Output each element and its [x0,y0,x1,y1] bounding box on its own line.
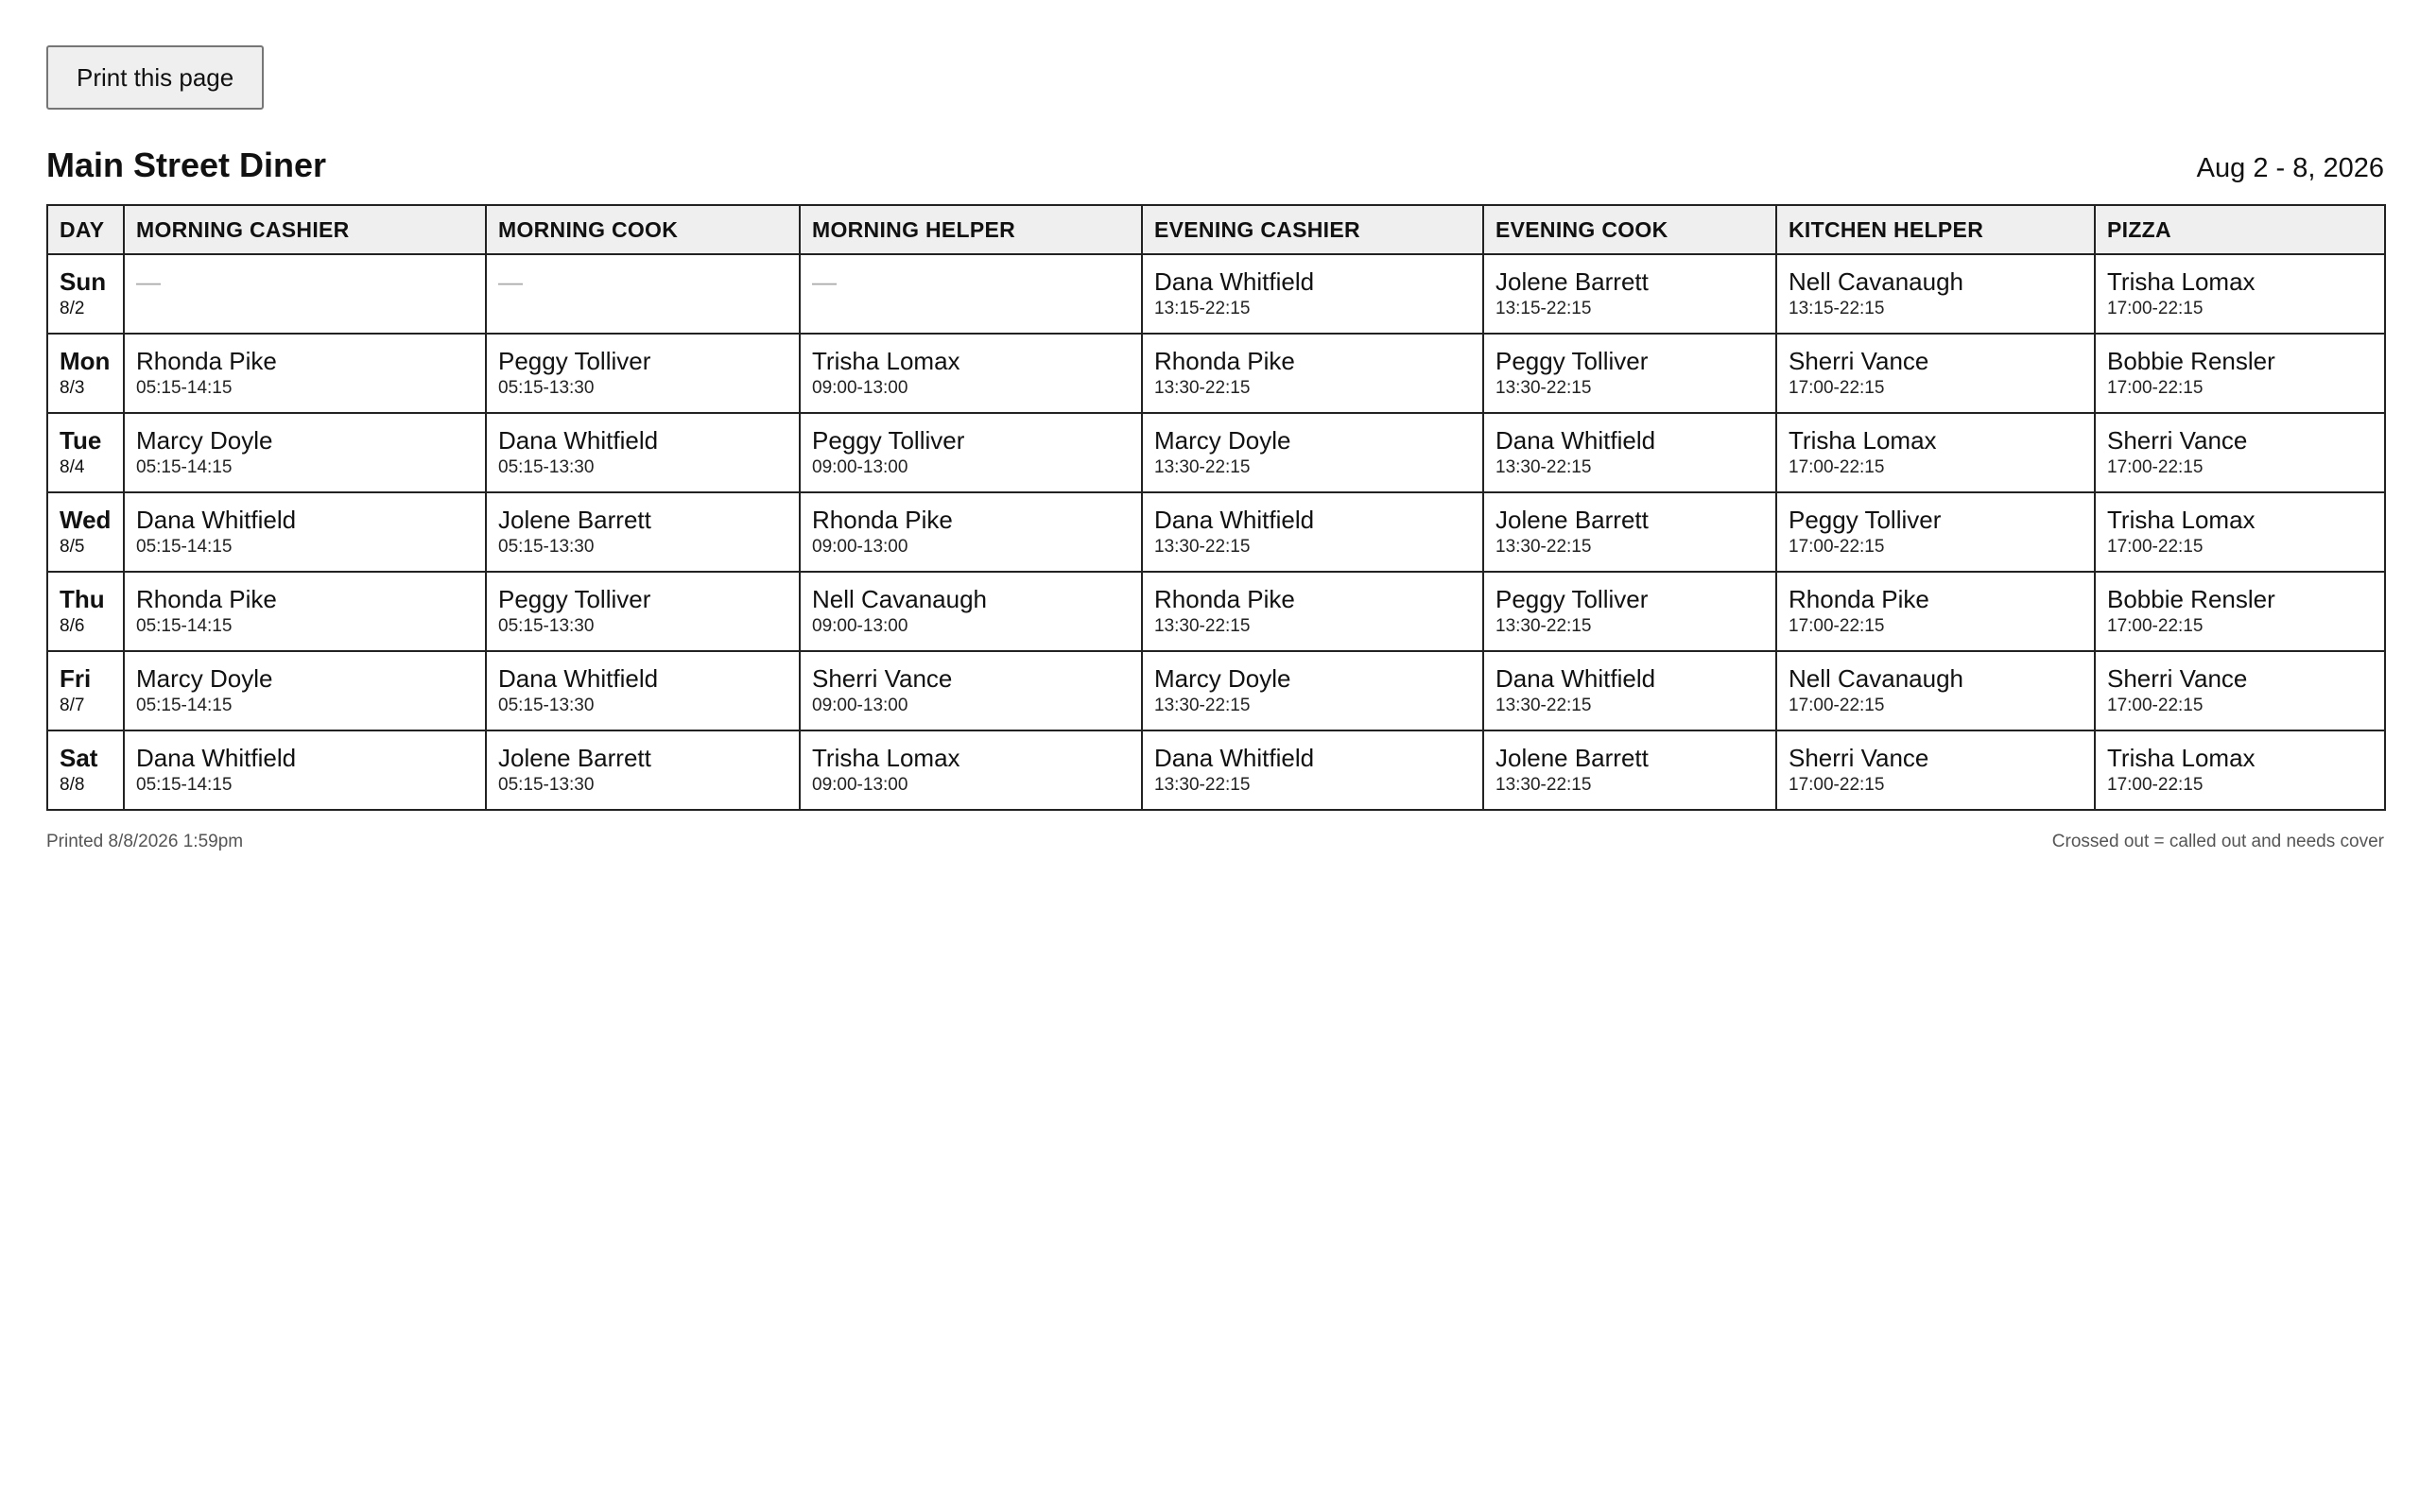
schedule-table [46,204,2386,811]
day-name: Sun [60,267,107,296]
shift-time: 13:30-22:15 [1154,775,1251,795]
employee-name: Peggy Tolliver [1495,347,1649,375]
shift-cell [124,254,486,334]
shift-cell [486,572,800,651]
shift-time: 09:00-13:00 [812,775,908,795]
empty-shift: — [812,267,837,296]
shift-time: 17:00-22:15 [1789,775,1885,795]
shift-time: 05:15-14:15 [136,696,233,715]
day-date: 8/5 [60,537,85,557]
employee-name: Trisha Lomax [812,744,960,772]
shift-time: 05:15-14:15 [136,457,233,477]
shift-time: 17:00-22:15 [1789,378,1885,398]
shift-cell [2095,572,2385,651]
employee-name: Jolene Barrett [1495,744,1649,772]
shift-time: 05:15-13:30 [498,775,595,795]
schedule-header [46,146,2384,189]
print-button[interactable]: Print this page [46,45,264,110]
column-header: KITCHEN HELPER [1776,205,2095,254]
employee-name: Trisha Lomax [2107,506,2256,534]
shift-cell [1776,254,2095,334]
employee-name: Marcy Doyle [1154,426,1291,455]
shift-time: 13:30-22:15 [1495,537,1592,557]
shift-time: 13:15-22:15 [1495,299,1592,318]
employee-name: Trisha Lomax [2107,744,2256,772]
shift-cell [1483,730,1776,810]
day-cell [47,651,124,730]
shift-cell [486,651,800,730]
shift-time: 13:30-22:15 [1154,457,1251,477]
employee-name: Rhonda Pike [812,506,953,534]
shift-cell [1142,730,1483,810]
employee-name: Sherri Vance [2107,426,2248,455]
shift-time: 13:15-22:15 [1154,299,1251,318]
shift-cell [1483,651,1776,730]
day-cell [47,730,124,810]
employee-name: Trisha Lomax [2107,267,2256,296]
shift-time: 17:00-22:15 [2107,775,2204,795]
shift-time: 09:00-13:00 [812,696,908,715]
table-row [47,413,2385,492]
shift-time: 05:15-13:30 [498,616,595,636]
shift-time: 13:30-22:15 [1495,616,1592,636]
shift-cell [124,730,486,810]
shift-cell [1776,492,2095,572]
table-row [47,651,2385,730]
shift-time: 09:00-13:00 [812,378,908,398]
empty-shift: — [136,267,161,296]
day-date: 8/4 [60,457,85,477]
day-cell [47,413,124,492]
shift-cell [800,651,1142,730]
shift-cell [1776,730,2095,810]
employee-name: Marcy Doyle [136,426,273,455]
shift-time: 09:00-13:00 [812,457,908,477]
shift-cell [1776,572,2095,651]
day-name: Sat [60,744,98,772]
table-header-row [47,205,2385,254]
shift-cell [1776,334,2095,413]
shift-cell [1142,413,1483,492]
column-header: EVENING CASHIER [1142,205,1483,254]
column-header: MORNING HELPER [800,205,1142,254]
employee-name: Dana Whitfield [1495,426,1656,455]
shift-time: 17:00-22:15 [2107,378,2204,398]
employee-name: Marcy Doyle [1154,664,1291,693]
shift-cell [486,730,800,810]
shift-cell [1483,492,1776,572]
shift-time: 17:00-22:15 [1789,696,1885,715]
employee-name: Trisha Lomax [812,347,960,375]
shift-time: 13:30-22:15 [1495,775,1592,795]
shift-time: 17:00-22:15 [2107,457,2204,477]
employee-name: Rhonda Pike [1789,585,1929,613]
shift-time: 17:00-22:15 [1789,457,1885,477]
shift-time: 05:15-14:15 [136,537,233,557]
employee-name: Peggy Tolliver [498,347,651,375]
day-name: Thu [60,585,105,613]
shift-cell [800,334,1142,413]
shift-cell [1776,413,2095,492]
shift-cell [800,492,1142,572]
employee-name: Jolene Barrett [1495,267,1649,296]
table-body [47,254,2385,810]
page-title: Main Street Diner [46,146,327,184]
shift-cell [1483,334,1776,413]
shift-cell [486,334,800,413]
employee-name: Bobbie Rensler [2107,585,2275,613]
shift-time: 05:15-14:15 [136,378,233,398]
day-name: Wed [60,506,112,534]
shift-cell [2095,730,2385,810]
shift-cell [486,254,800,334]
column-header: EVENING COOK [1483,205,1776,254]
employee-name: Peggy Tolliver [1495,585,1649,613]
employee-name: Dana Whitfield [136,506,297,534]
shift-cell [1142,492,1483,572]
table-row [47,572,2385,651]
shift-cell [2095,334,2385,413]
shift-cell [1483,572,1776,651]
day-name: Fri [60,664,92,693]
shift-cell [800,254,1142,334]
shift-cell [800,413,1142,492]
employee-name: Dana Whitfield [136,744,297,772]
shift-time: 13:15-22:15 [1789,299,1885,318]
shift-cell [1483,254,1776,334]
shift-time: 09:00-13:00 [812,616,908,636]
day-date: 8/6 [60,616,85,636]
shift-time: 05:15-14:15 [136,775,233,795]
shift-cell [124,492,486,572]
empty-shift: — [498,267,523,296]
shift-time: 13:30-22:15 [1495,378,1592,398]
employee-name: Marcy Doyle [136,664,273,693]
shift-time: 05:15-13:30 [498,378,595,398]
shift-cell [2095,413,2385,492]
employee-name: Nell Cavanaugh [1789,267,1964,296]
day-date: 8/2 [60,299,85,318]
shift-cell [2095,254,2385,334]
employee-name: Jolene Barrett [498,506,651,534]
employee-name: Rhonda Pike [136,347,277,375]
shift-cell [124,413,486,492]
day-date: 8/3 [60,378,85,398]
table-row [47,730,2385,810]
table-row [47,254,2385,334]
shift-cell [1142,572,1483,651]
shift-time: 17:00-22:15 [2107,299,2204,318]
employee-name: Dana Whitfield [1495,664,1656,693]
shift-cell [486,492,800,572]
employee-name: Bobbie Rensler [2107,347,2275,375]
shift-cell [2095,651,2385,730]
column-header: PIZZA [2095,205,2385,254]
employee-name: Sherri Vance [1789,744,1929,772]
employee-name: Nell Cavanaugh [1789,664,1964,693]
employee-name: Jolene Barrett [1495,506,1649,534]
shift-cell [486,413,800,492]
table-row [47,492,2385,572]
day-cell [47,254,124,334]
employee-name: Sherri Vance [812,664,953,693]
day-date: 8/8 [60,775,85,795]
employee-name: Peggy Tolliver [1789,506,1942,534]
day-name: Tue [60,426,102,455]
shift-cell [800,730,1142,810]
shift-time: 13:30-22:15 [1154,378,1251,398]
week-range: Aug 2 - 8, 2026 [2196,153,2384,183]
shift-cell [1142,254,1483,334]
shift-time: 05:15-13:30 [498,537,595,557]
shift-time: 17:00-22:15 [1789,537,1885,557]
employee-name: Jolene Barrett [498,744,651,772]
shift-time: 13:30-22:15 [1495,457,1592,477]
day-cell [47,572,124,651]
day-cell [47,334,124,413]
shift-time: 05:15-13:30 [498,696,595,715]
shift-cell [124,572,486,651]
employee-name: Sherri Vance [1789,347,1929,375]
table-row [47,334,2385,413]
shift-time: 05:15-14:15 [136,616,233,636]
employee-name: Dana Whitfield [498,664,659,693]
shift-time: 17:00-22:15 [2107,696,2204,715]
shift-cell [1142,334,1483,413]
shift-time: 13:30-22:15 [1154,616,1251,636]
employee-name: Dana Whitfield [1154,506,1315,534]
employee-name: Rhonda Pike [1154,585,1295,613]
employee-name: Rhonda Pike [1154,347,1295,375]
shift-cell [124,334,486,413]
employee-name: Nell Cavanaugh [812,585,988,613]
shift-time: 13:30-22:15 [1495,696,1592,715]
employee-name: Dana Whitfield [498,426,659,455]
day-date: 8/7 [60,696,85,715]
schedule-footer [46,832,2384,852]
employee-name: Peggy Tolliver [498,585,651,613]
schedule-page [46,45,2384,852]
shift-time: 05:15-13:30 [498,457,595,477]
employee-name: Dana Whitfield [1154,267,1315,296]
shift-time: 13:30-22:15 [1154,696,1251,715]
printed-timestamp: Printed 8/8/2026 1:59pm [46,832,244,851]
column-header: DAY [47,205,124,254]
column-header: MORNING COOK [486,205,800,254]
legend-note: Crossed out = called out and needs cover [2051,832,2384,851]
shift-cell [1142,651,1483,730]
shift-cell [1483,413,1776,492]
shift-cell [124,651,486,730]
employee-name: Rhonda Pike [136,585,277,613]
employee-name: Peggy Tolliver [812,426,965,455]
shift-cell [2095,492,2385,572]
shift-cell [800,572,1142,651]
day-cell [47,492,124,572]
shift-time: 17:00-22:15 [2107,537,2204,557]
employee-name: Sherri Vance [2107,664,2248,693]
shift-time: 09:00-13:00 [812,537,908,557]
shift-cell [1776,651,2095,730]
day-name: Mon [60,347,111,375]
column-header: MORNING CASHIER [124,205,486,254]
shift-time: 13:30-22:15 [1154,537,1251,557]
shift-time: 17:00-22:15 [2107,616,2204,636]
employee-name: Dana Whitfield [1154,744,1315,772]
shift-time: 17:00-22:15 [1789,616,1885,636]
employee-name: Trisha Lomax [1789,426,1937,455]
